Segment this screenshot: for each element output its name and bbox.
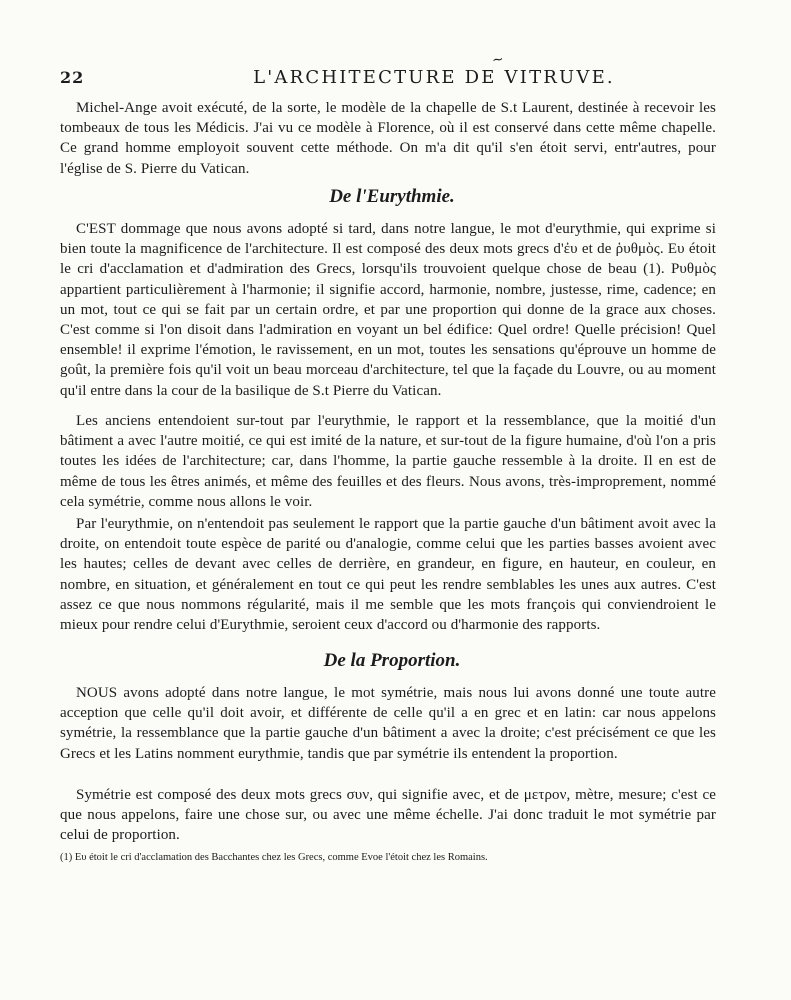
paragraph-text: C'EST dommage que nous avons adopté si tard, dans notre langue, le mot d'eurythmie, qui exprime si bien toute la magnificence de l'architecture. Il est composé des deux mots grecs d'ἐυ et de ῥυθμὸς. Ευ étoit le cri d'acclamation et d'admiration des Grecs, lorsqu'ils trouvoient quelque chose de beau (1). Ρυθμὸς appartient particulièrement à l'harmonie; il signifie accord, harmonie, nombre, justesse, rime, cadence; en un mot, tout ce qui se fait par un certain ordre, et par une proportion qui donne de la grace aux choses. C'est comme si l'on disoit dans l'admiration en voyant un bel édifice: Quel ordre! Quelle précision! Quel ensemble! il exprime l'émotion, le ravissement, en un mot, toutes les sensations qu'éprouve un homme de goût, la première fois qu'il voit un beau morceau d'architecture, tel que la façade du Louvre, ou au moment qu'il entre dans la cour de la basilique de S.t Pierre du Vatican. <box>60 221 716 399</box>
heading-eurythmie: De l'Eurythmie. <box>329 186 455 207</box>
page-number: 22 <box>60 68 85 87</box>
running-title: L'ARCHITECTURE DE VITRUVE. <box>253 67 615 88</box>
paragraph-michel-ange <box>60 98 716 179</box>
heading-proportion: De la Proportion. <box>323 650 461 671</box>
paragraph-text: Les anciens entendoient sur-tout par l'eurythmie, le rapport et la ressemblance, que la moitié d'un bâtiment a avec l'autre moitié, ce qui est imité de la nature, et sur-tout de la figure humaine, d'où l'on a pris toutes les idées de l'architecture; car, dans l'homme, la partie gauche ressemble à la droite. Il en est de même de tous les êtres animés, et même des feuilles et des fleurs. Nous avons, très-improprement, nommé cela symétrie, comme nous allons le voir. <box>60 413 716 510</box>
paragraph-par-eurythmie <box>60 514 716 635</box>
paragraph-text: Michel-Ange avoit exécuté, de la sorte, le modèle de la chapelle de S.t Laurent, destinée à recevoir les tombeaux de tous les Médicis. J'ai vu ce modèle à Florence, où il est conservé dans cette même chapelle. Ce grand homme employoit souvent cette méthode. On m'a dit qu'il s'en étoit servi, entr'autres, pour l'église de S. Pierre du Vatican. <box>60 100 716 177</box>
paragraph-symetrie-usage <box>60 683 716 764</box>
paragraph-anciens <box>60 411 716 512</box>
paragraph-text: Symétrie est composé des deux mots grecs συν, qui signifie avec, et de μετρον, mètre, mesure; c'est ce que nous appelons, faire une chose sur, ou avec une même échelle. J'ai donc traduit le mot symétrie par celui de proportion. <box>60 787 716 844</box>
paragraph-text: Par l'eurythmie, on n'entendoit pas seulement le rapport que la partie gauche d'un bâtiment avoit avec la droite, on entendoit toute espèce de parité ou d'analogie, comme celui que les parties basses avoient avec les hautes; celles de devant avec celles de derrière, en grandeur, en figure, en hauteur, en couleur, en nombre, en situation, et généralement en tout ce qui peut les rendre semblables les unes aux autres. C'est assez ce que nous nommons régularité, mais il me semble que les mots françois qui conviendroient le mieux pour rendre celui d'Eurythmie, seroient ceux d'accord ou d'harmonie des rapports. <box>60 516 716 634</box>
paragraph-text: NOUS avons adopté dans notre langue, le mot symétrie, mais nous lui avons donné une toute autre acception que celle qu'il doit avoir, et différente de celle qu'il a en grec et en latin: car nous appelons symétrie, la ressemblance que la partie gauche d'un bâtiment a avec la droite; c'est précisément ce que les Grecs et les Latins nomment eurythmie, tandis que par symétrie ils entendent la proportion. <box>60 685 716 762</box>
stray-ink-mark: ~ <box>490 51 505 69</box>
page-header <box>60 64 724 94</box>
paragraph-symetrie-etymology <box>60 785 716 846</box>
paragraph-eurythmie-definition <box>60 219 716 401</box>
footnote: (1) Ευ étoit le cri d'acclamation des Bacchantes chez les Grecs, comme Evoe l'étoit chez les Romains. <box>60 852 488 863</box>
